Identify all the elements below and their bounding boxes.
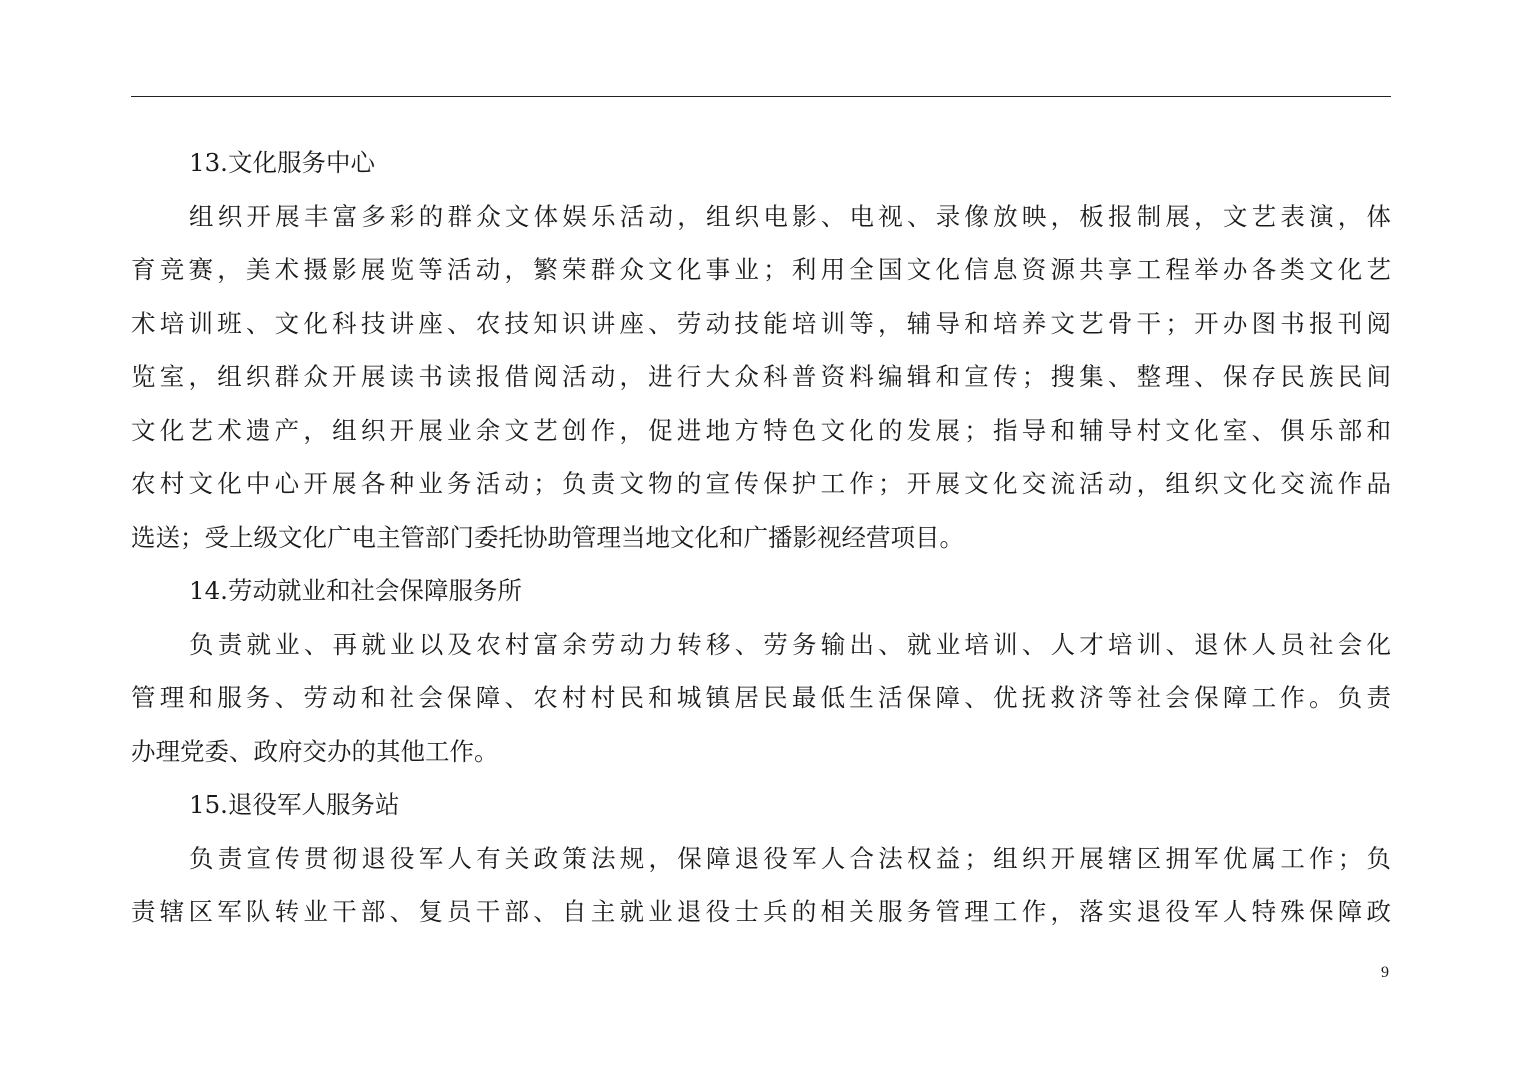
paragraph-line: 选送；受上级文化广电主管部门委托协助管理当地文化和广播影视经营项目。 <box>131 522 964 552</box>
paragraph-line: 负责就业、再就业以及农村富余劳动力转移、劳务输出、就业培训、人才培训、退休人员社会化 <box>189 629 1391 659</box>
paragraph-line: 负责宣传贯彻退役军人有关政策法规，保障退役军人合法权益；组织开展辖区拥军优属工作；负 <box>189 843 1391 873</box>
paragraph-line: 术培训班、文化科技讲座、农技知识讲座、劳动技能培训等，辅导和培养文艺骨干；开办图书报刊阅 <box>131 308 1391 338</box>
paragraph-line: 育竞赛，美术摄影展览等活动，繁荣群众文化事业；利用全国文化信息资源共享工程举办各类文化艺 <box>131 255 1391 284</box>
paragraph-line: 览室，组织群众开展读书读报借阅活动，进行大众科普资料编辑和宣传；搜集、整理、保存民族民间 <box>131 362 1391 391</box>
paragraph-line: 管理和服务、劳动和社会保障、农村村民和城镇居民最低生活保障、优抚救济等社会保障工作。负责 <box>131 683 1391 712</box>
paragraph-line: 组织开展丰富多彩的群众文体娱乐活动，组织电影、电视、录像放映，板报制展，文艺表演，体 <box>189 201 1391 231</box>
paragraph-line: 办理党委、政府交办的其他工作。 <box>131 736 499 766</box>
paragraph-line: 农村文化中心开展各种业务活动；负责文物的宣传保护工作；开展文化交流活动，组织文化交流作品 <box>131 469 1391 498</box>
paragraph-line: 责辖区军队转业干部、复员干部、自主就业退役士兵的相关服务管理工作，落实退役军人特殊保障政 <box>131 897 1391 926</box>
page-number: 9 <box>1381 964 1389 981</box>
paragraph-line: 文化艺术遗产，组织开展业余文艺创作，促进地方特色文化的发展；指导和辅导村文化室、俱乐部和 <box>131 415 1391 445</box>
section-heading: 14.劳动就业和社会保障服务所 <box>189 576 522 605</box>
section-heading: 13.文化服务中心 <box>189 148 375 177</box>
header-rule <box>131 96 1391 97</box>
document-body <box>131 136 1391 939</box>
section-heading: 15.退役军人服务站 <box>189 790 400 819</box>
